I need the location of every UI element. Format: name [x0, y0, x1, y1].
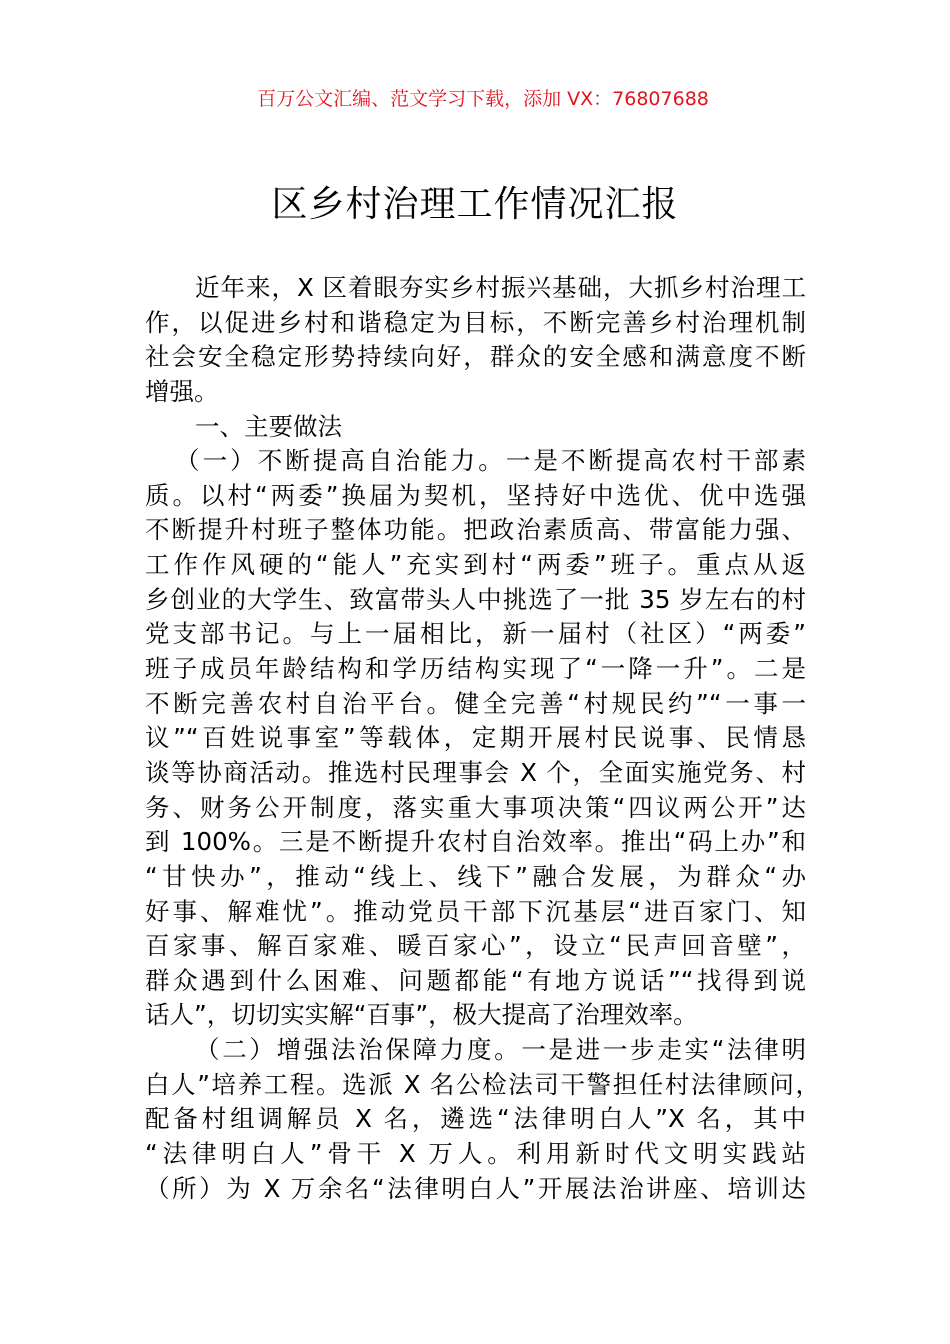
paragraph-line: 质。以村“两委”换届为契机，坚持好中选优、优中选强: [145, 480, 806, 510]
paragraph-line: 作，以促进乡村和谐稳定为目标，不断完善乡村治理机制: [145, 307, 806, 337]
document-title: 区乡村治理工作情况汇报: [271, 184, 679, 225]
paragraph-line: 到 100%。三是不断提升农村自治效率。推出“码上办”和: [145, 827, 806, 857]
paragraph-line: （二）增强法治保障力度。一是进一步走实“法律明: [195, 1035, 806, 1065]
paragraph-line: 党支部书记。与上一届相比，新一届村（社区）“两委”: [145, 619, 806, 649]
paragraph-line: 近年来，X 区着眼夯实乡村振兴基础，大抓乡村治理工: [195, 273, 806, 302]
document-body: [145, 271, 820, 1206]
paragraph-line: 班子成员年龄结构和学历结构实现了“一降一升”。二是: [145, 654, 806, 684]
paragraph-line: 百家事、解百家难、暖百家心”，设立“民声回音壁”，: [145, 931, 806, 961]
paragraph-line: 白人”培养工程。选派 X 名公检法司干警担任村法律顾问，: [145, 1069, 820, 1099]
paragraph-line: 乡创业的大学生、致富带头人中挑选了一批 35 岁左右的村: [145, 584, 806, 614]
paragraph-line: 社会安全稳定形势持续向好，群众的安全感和满意度不断: [145, 342, 806, 372]
paragraph-line: 好事、解难忧”。推动党员干部下沉基层“进百家门、知: [145, 896, 806, 926]
paragraph-line: 话人”，切切实实解“百事”，极大提高了治理效率。: [145, 1000, 698, 1030]
paragraph-line: 务、财务公开制度，落实重大事项决策“四议两公开”达: [145, 792, 806, 822]
paragraph-line: 增强。: [145, 376, 219, 406]
paragraph-line: 工作作风硬的“能人”充实到村“两委”班子。重点从返: [145, 550, 806, 580]
section-heading: 一、主要做法: [195, 411, 342, 441]
paragraph-line: 群众遇到什么困难、问题都能“有地方说话”“找得到说: [145, 965, 806, 995]
paragraph-line: 谈等协商活动。推选村民理事会 X 个，全面实施党务、村: [145, 757, 806, 787]
paragraph-line: 配备村组调解员 X 名，遴选“法律明白人”X 名，其中: [145, 1104, 806, 1134]
paragraph-line: （所）为 X 万余名“法律明白人”开展法治讲座、培训达: [145, 1173, 806, 1203]
paragraph-line: 不断提升村班子整体功能。把政治素质高、带富能力强、: [145, 515, 806, 545]
paragraph-line: 不断完善农村自治平台。健全完善“村规民约”“一事一: [145, 688, 806, 718]
watermark-header: 百万公文汇编、范文学习下载，添加 VX：76807688: [257, 88, 709, 110]
paragraph-line: 议”“百姓说事室”等载体，定期开展村民说事、民情恳: [145, 723, 806, 753]
paragraph-line: （一）不断提高自治能力。一是不断提高农村干部素: [175, 446, 806, 476]
paragraph-line: “法律明白人”骨干 X 万人。利用新时代文明实践站: [145, 1139, 806, 1169]
paragraph-line: “甘快办”，推动“线上、线下”融合发展，为群众“办: [145, 861, 806, 891]
